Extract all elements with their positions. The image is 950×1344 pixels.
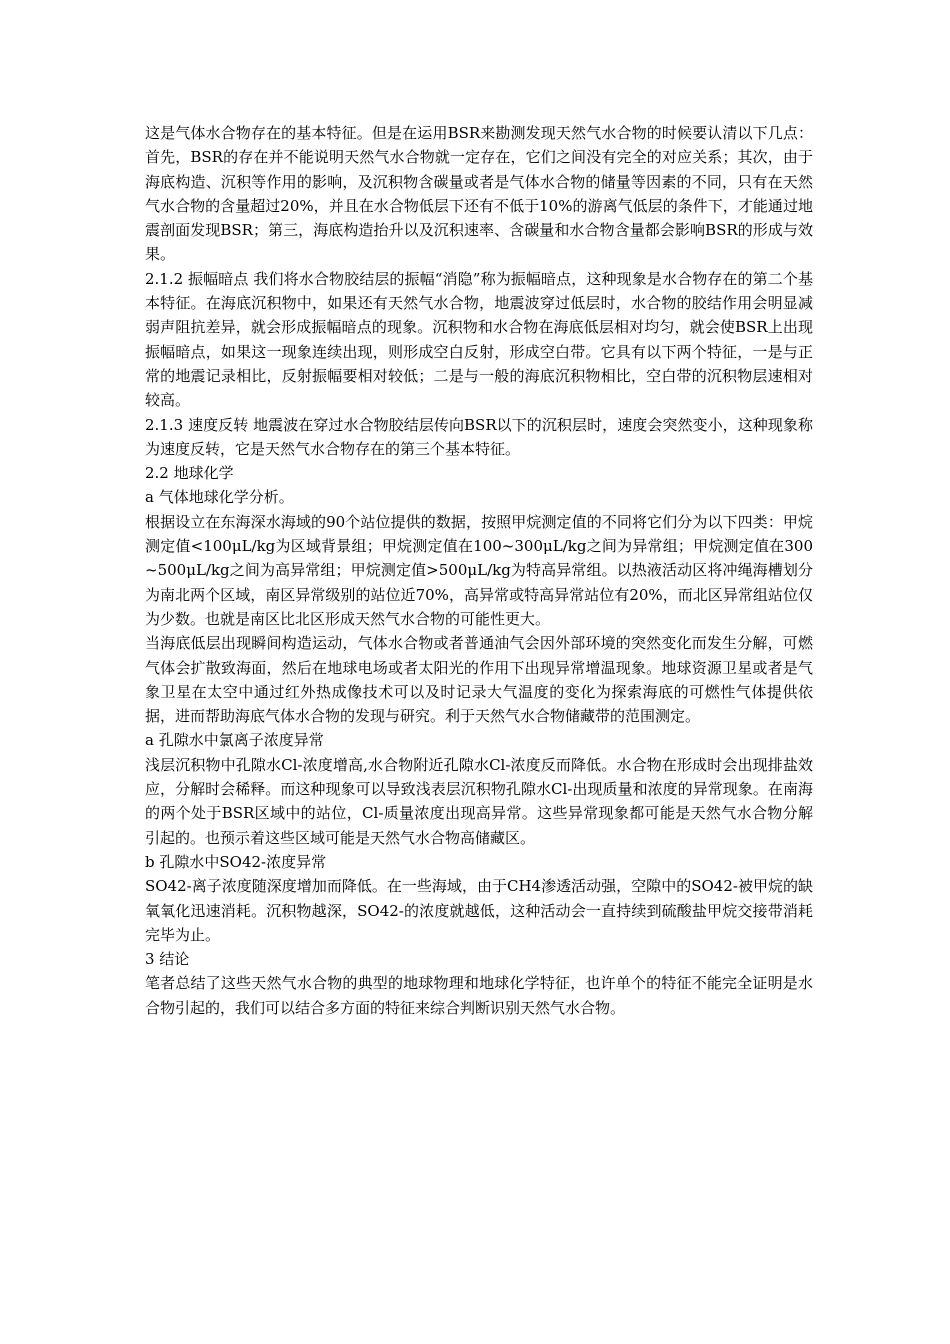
paragraph-bsr-limitations: 这是气体水合物存在的基本特征。但是在运用BSR来勘测发现天然气水合物的时候要认清以下几点：首先，BSR的存在并不能说明天然气水合物就一定存在，它们之间没有完全的对应关系；其次，由于海底构造、沉积等作用的影响，及沉积物含碳量或者是气体水合物的储量等因素的不同，只有在天然气水合物的含量超过20%，并且在水合物低层下还有不低于10%的游离气低层的条件下，才能通过地震剖面发现BSR；第三，海底构造抬升以及沉积速率、含碳量和水合物含量都会影响BSR的形成与效果。 xyxy=(145,124,813,264)
heading-chloride-anomaly: a 孔隙水中氯离子浓度异常 xyxy=(145,731,324,750)
heading-gas-geochemistry: a 气体地球化学分析。 xyxy=(145,488,294,507)
heading-sulfate-anomaly: b 孔隙水中SO42-浓度异常 xyxy=(145,852,327,871)
paragraph-velocity-inversion: 2.1.3 速度反转 地震波在穿过水合物胶结层传向BSR以下的沉积层时，速度会突然变小，这种现象称为速度反转，它是天然气水合物存在的第三个基本特征。 xyxy=(145,415,813,458)
document-page xyxy=(145,121,813,1020)
paragraph-conclusion: 笔者总结了这些天然气水合物的典型的地球物理和地球化学特征，也许单个的特征不能完全证明是水合物引起的，我们可以结合多方面的特征来综合判断识别天然气水合物。 xyxy=(145,974,813,1017)
heading-geochemistry: 2.2 地球化学 xyxy=(145,464,234,483)
paragraph-satellite-thermal: 当海底低层出现瞬间构造运动，气体水合物或者普通油气会因外部环境的突然变化而发生分解，可燃气体会扩散致海面，然后在地球电场或者太阳光的作用下出现异常增温现象。地球资源卫星或者是气象卫星在太空中通过红外热成像技术可以及时记录大气温度的变化为探索海底的可燃性气体提供依据，进而帮助海底气体水合物的发现与研究。利于天然气水合物储藏带的范围测定。 xyxy=(145,634,813,726)
paragraph-methane-groups: 根据设立在东海深水海域的90个站位提供的数据，按照甲烷测定值的不同将它们分为以下四类：甲烷测定值<100μL/kg为区域背景组；甲烷测定值在100~300μL/kg之间为异常组；甲烷测定值在300~500μL/kg之间为高异常组；甲烷测定值>500μL/kg为特高异常组。以热液活动区将冲绳海槽划分为南北两个区域，南区异常级别的站位近70%，高异常或特高异常站位有20%，而北区异常组站位仅为少数。也就是南区比北区形成天然气水合物的可能性更大。 xyxy=(145,512,813,628)
paragraph-chloride: 浅层沉积物中孔隙水Cl-浓度增高,水合物附近孔隙水Cl-浓度反而降低。水合物在形成时会出现排盐效应，分解时会稀释。而这种现象可以导致浅表层沉积物孔隙水Cl-出现质量和浓度的异常现象。在南海的两个处于BSR区域中的站位，Cl-质量浓度出现高异常。这些异常现象都可能是天然气水合物分解引起的。也预示着这些区域可能是天然气水合物高储藏区。 xyxy=(145,755,813,847)
paragraph-amplitude-blanking: 2.1.2 振幅暗点 我们将水合物胶结层的振幅“消隐”称为振幅暗点，这种现象是水合物存在的第二个基本特征。在海底沉积物中，如果还有天然气水合物，地震波穿过低层时，水合物的胶结作用会明显减弱声阻抗差异，就会形成振幅暗点的现象。沉积物和水合物在海底低层相对均匀，就会使BSR上出现振幅暗点，如果这一现象连续出现，则形成空白反射，形成空白带。它具有以下两个特征，一是与正常的地震记录相比，反射振幅要相对较低；二是与一般的海底沉积物相比，空白带的沉积物层速相对较高。 xyxy=(145,269,813,410)
heading-conclusion: 3 结论 xyxy=(145,950,190,969)
paragraph-sulfate: SO42-离子浓度随深度增加而降低。在一些海域，由于CH4渗透活动强，空隙中的SO42-被甲烷的缺氧氧化迅速消耗。沉积物越深，SO42-的浓度就越低，这种活动会一直持续到硫酸盐甲烷交接带消耗完毕为止。 xyxy=(145,877,813,944)
